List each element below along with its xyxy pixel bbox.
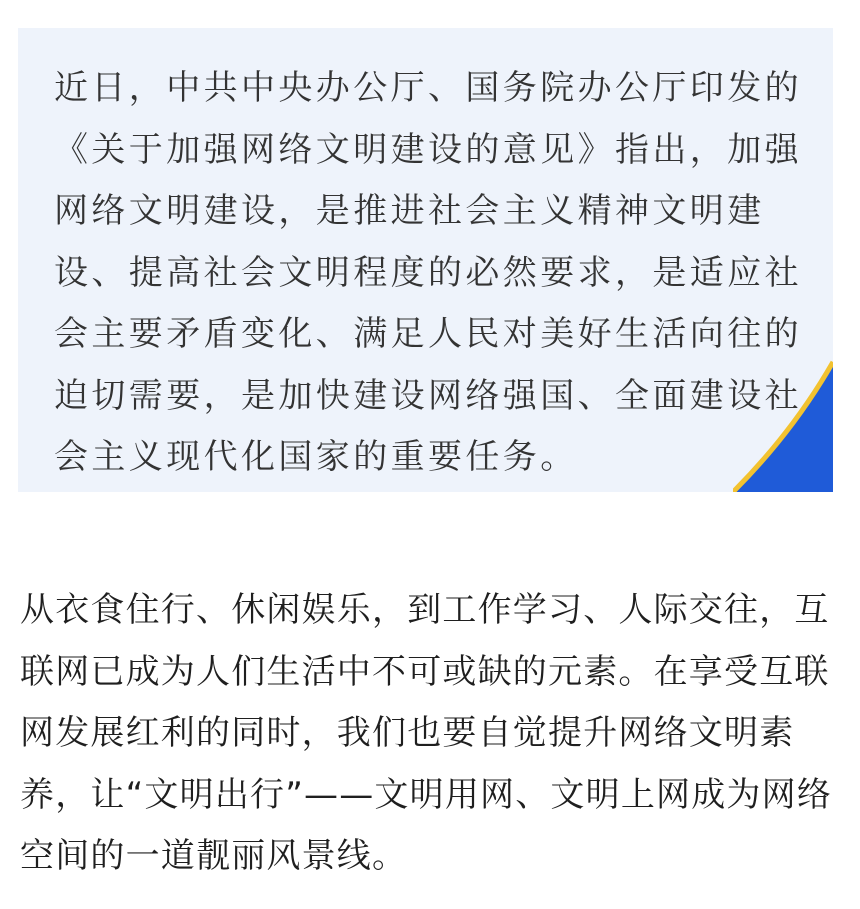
article-paragraph: 从衣食住行、休闲娱乐，到工作学习、人际交往，互联网已成为人们生活中不可或缺的元素。在享受互联网发展红利的同时，我们也要自觉提升网络文明素养，让“文明出行”——文明用网、文明上网成为网络空间的一道靓丽风景线。 (20, 590, 833, 876)
quote-text: 近日，中共中央办公厅、国务院办公厅印发的《关于加强网络文明建设的意见》指出，加强网络文明建设，是推进社会主义精神文明建设、提高社会文明程度的必然要求，是适应社会主要矛盾变化、满足人民对美好生活向往的迫切需要，是加快建设网络强国、全面建设社会主义现代化国家的重要任务。 (54, 68, 802, 477)
corner-accent-decoration (733, 352, 833, 492)
corner-accent-blue (733, 362, 833, 492)
quote-box (18, 28, 833, 492)
